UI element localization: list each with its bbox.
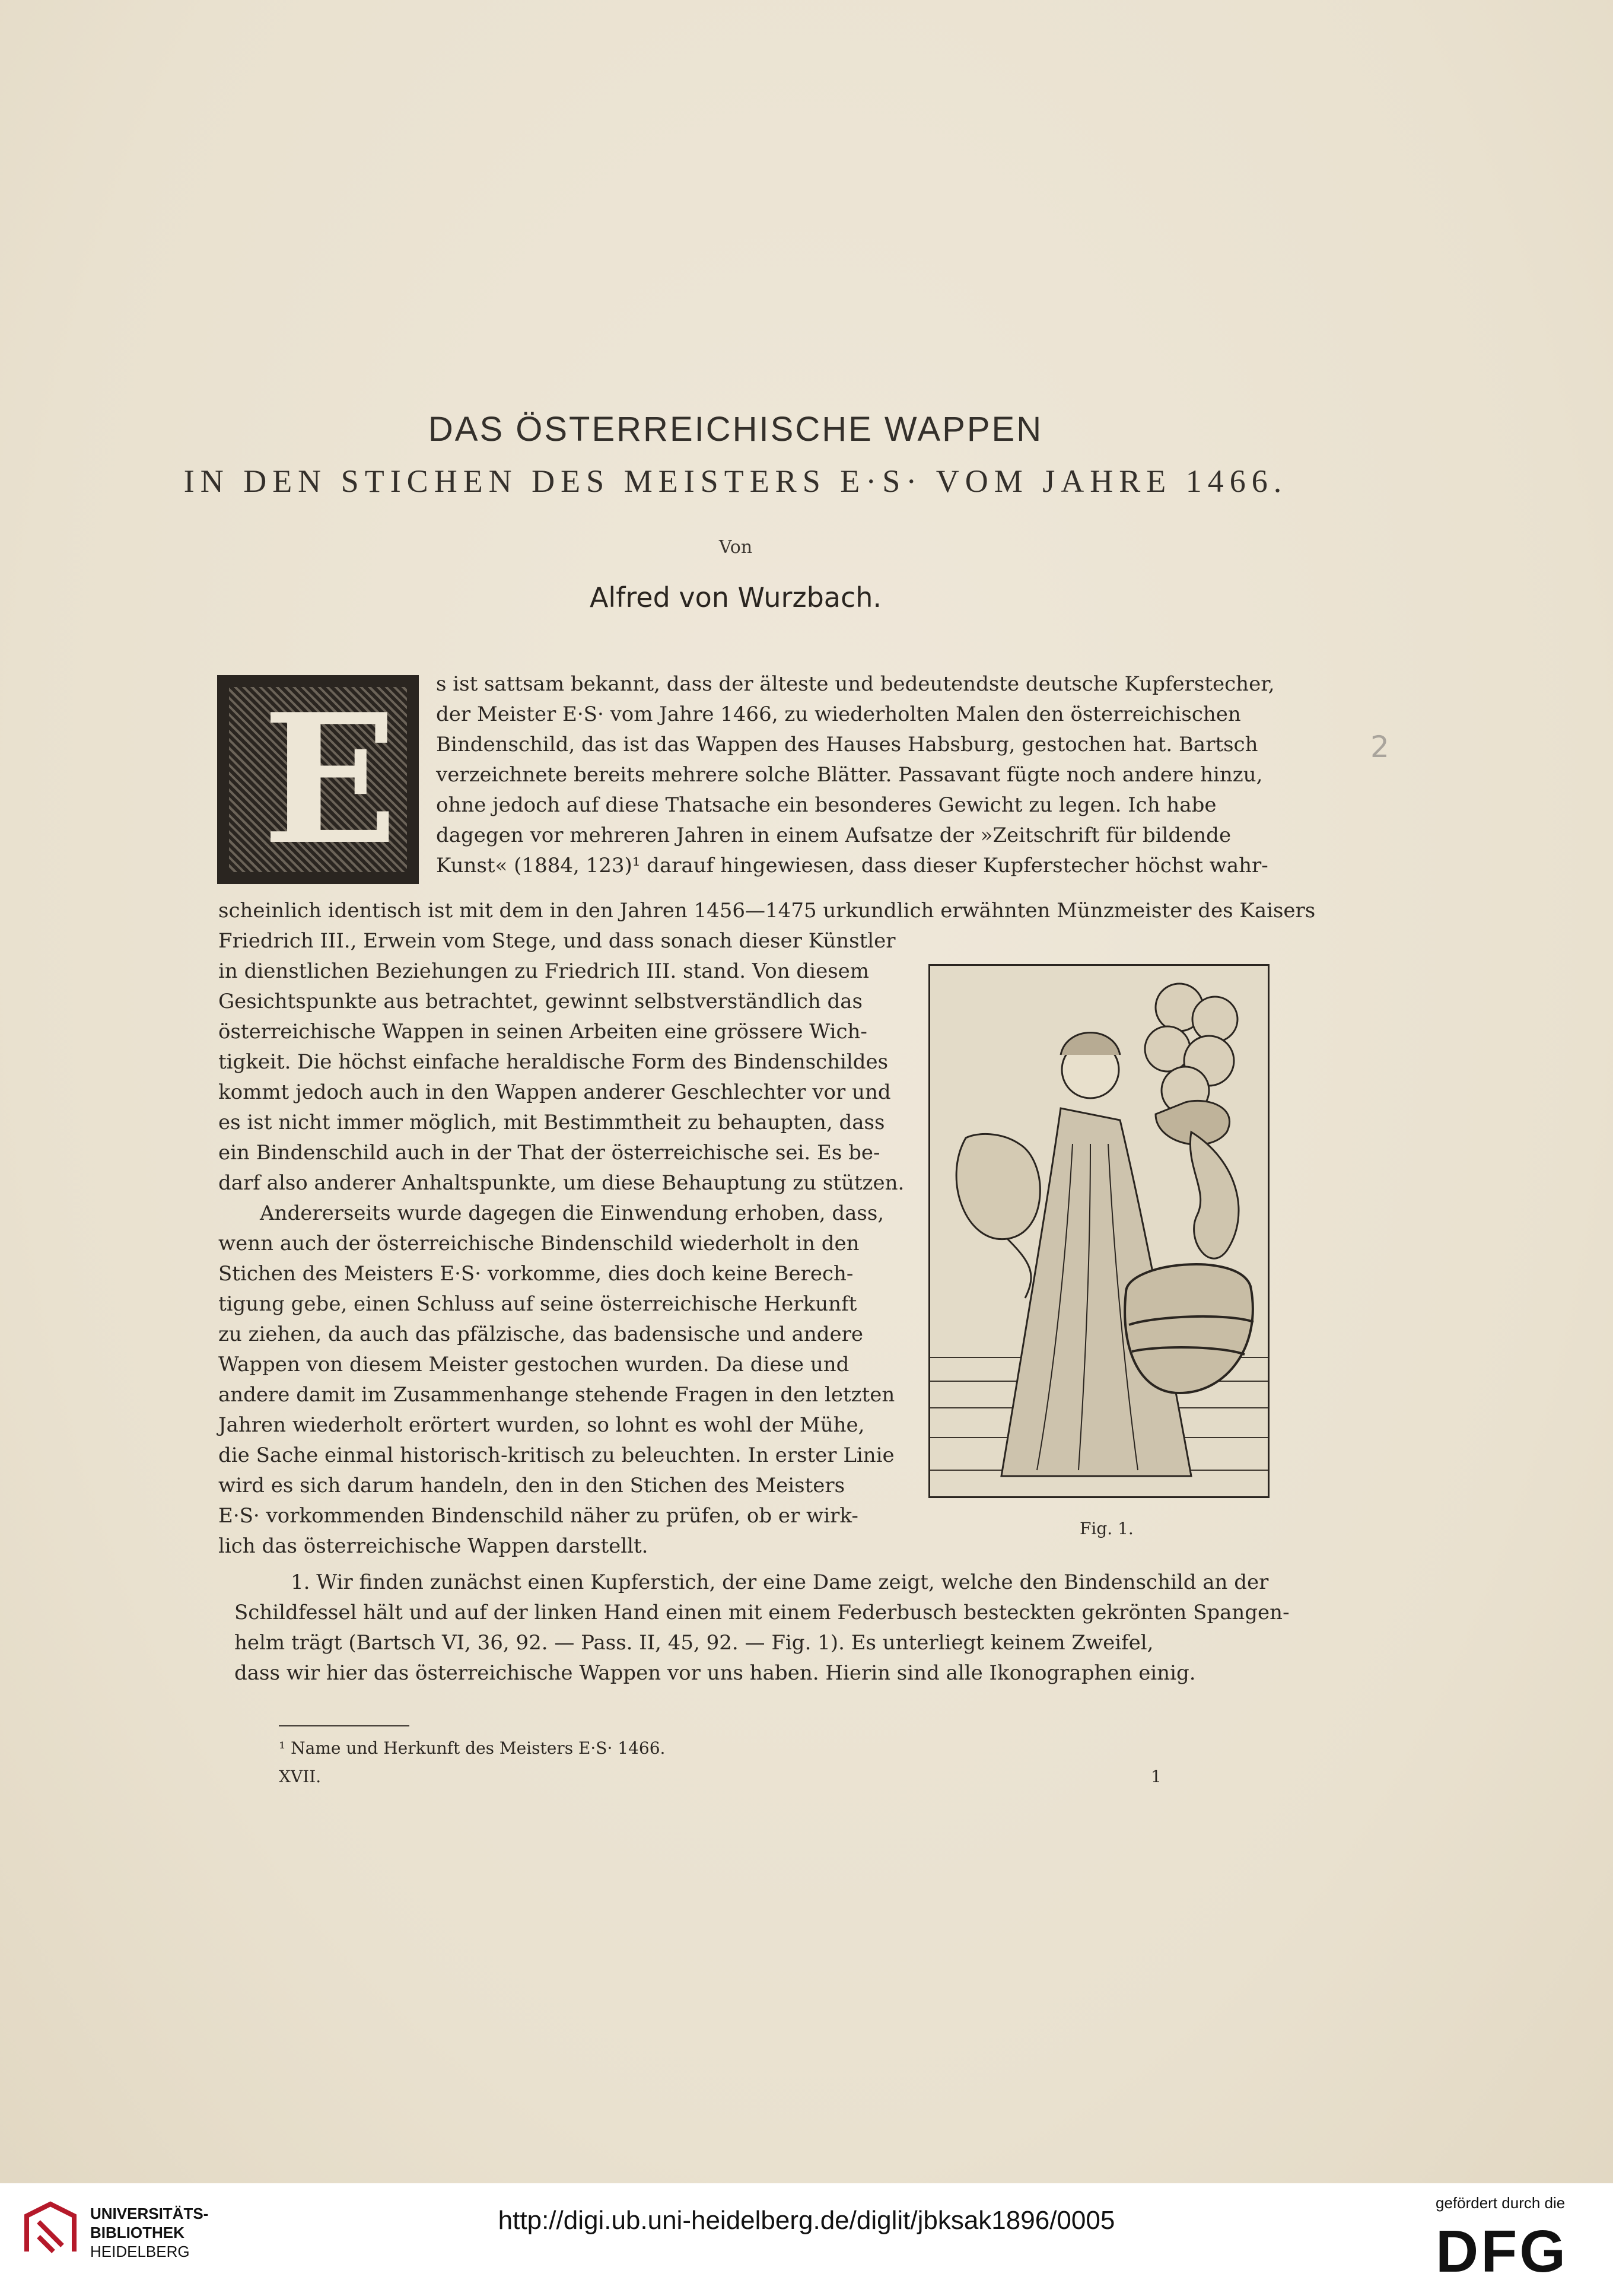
- text-line: E·S· vorkommenden Bindenschild näher zu prüfen, ob er wirk-: [218, 1504, 858, 1528]
- byline-von: Von: [718, 537, 753, 558]
- text-line: scheinlich identisch ist mit dem in den Jahren 1456—1475 urkundlich erwähnten Münzmeister des Kaisers: [218, 899, 1316, 923]
- text-line: ohne jedoch auf diese Thatsache ein besonderes Gewicht zu legen. Ich habe: [436, 793, 1217, 817]
- signature-mark: XVII.: [279, 1767, 322, 1786]
- paragraph-full-line: [218, 896, 1316, 926]
- text-line: s ist sattsam bekannt, dass der älteste und bedeutendste deutsche Kupferstecher,: [436, 672, 1275, 696]
- text-line: darf also anderer Anhaltspunkte, um diese Behauptung zu stützen.: [218, 1171, 905, 1195]
- text-line: Stichen des Meisters E·S· vorkomme, dies doch keine Berech-: [218, 1262, 854, 1286]
- text-line: 1. Wir finden zunächst einen Kupferstich, der eine Dame zeigt, welche den Bindenschild an der: [291, 1570, 1269, 1594]
- sponsor-label: gefördert durch die: [1436, 2194, 1566, 2212]
- text-line: in dienstlichen Beziehungen zu Friedrich III. stand. Von diesem: [218, 959, 869, 983]
- page-number: 1: [1151, 1767, 1162, 1786]
- initial-letter: E: [262, 675, 398, 884]
- footnote-rule: [279, 1725, 409, 1726]
- text-line: Schildfessel hält und auf der linken Hand einen mit einem Federbusch besteckten gekrönten Spangen-: [234, 1601, 1290, 1624]
- document-url-link[interactable]: http://digi.ub.uni-heidelberg.de/diglit/jbksak1896/0005: [498, 2206, 1115, 2235]
- pencil-mark: 2: [1370, 730, 1389, 764]
- library-name-line1: UNIVERSITÄTS-: [90, 2205, 209, 2222]
- text-line: andere damit im Zusammenhange stehende Fragen in den letzten: [218, 1383, 895, 1407]
- text-line: es ist nicht immer möglich, mit Bestimmtheit zu behaupten, dass: [218, 1111, 885, 1134]
- figure-caption: Fig. 1.: [1080, 1519, 1134, 1538]
- article-title: DAS ÖSTERREICHISCHE WAPPEN: [428, 410, 1043, 449]
- text-line: Gesichtspunkte aus betrachtet, gewinnt selbstverständlich das: [218, 990, 863, 1013]
- library-name-line3: HEIDELBERG: [90, 2243, 190, 2260]
- viewer-footer: [0, 2183, 1613, 2296]
- text-line: Wappen von diesem Meister gestochen wurden. Da diese und: [218, 1353, 850, 1376]
- text-line: der Meister E·S· vom Jahre 1466, zu wiederholten Malen den österreichischen: [436, 702, 1241, 726]
- text-line: Bindenschild, das ist das Wappen des Hauses Habsburg, gestochen hat. Bartsch: [436, 733, 1258, 756]
- text-line: lich das österreichische Wappen darstellt.: [218, 1534, 648, 1558]
- text-line: dass wir hier das österreichische Wappen vor uns haben. Hierin sind alle Ikonographen einig.: [234, 1661, 1196, 1685]
- article-subtitle: IN DEN STICHEN DES MEISTERS E·S· VOM JAHRE 1466.: [183, 463, 1288, 499]
- library-name-line2: BIBLIOTHEK: [90, 2224, 184, 2241]
- decorated-initial: [217, 675, 419, 884]
- text-line: die Sache einmal historisch-kritisch zu beleuchten. In erster Linie: [218, 1443, 895, 1467]
- paragraph-top-lines: [436, 669, 1275, 881]
- paragraph-bottom-lines: [234, 1567, 1290, 1688]
- text-line: österreichische Wappen in seinen Arbeiten eine grössere Wich-: [218, 1020, 867, 1044]
- text-line: Friedrich III., Erwein vom Stege, und dass sonach dieser Künstler: [218, 929, 896, 953]
- text-line: Kunst« (1884, 123)¹ darauf hingewiesen, dass dieser Kupferstecher höchst wahr-: [436, 854, 1268, 877]
- text-line: zu ziehen, da auch das pfälzische, das badensische und andere: [218, 1322, 864, 1346]
- dfg-logo: DFG: [1436, 2218, 1569, 2285]
- text-line: kommt jedoch auch in den Wappen anderer Geschlechter vor und: [218, 1080, 891, 1104]
- footnote: ¹ Name und Herkunft des Meisters E·S· 1466.: [279, 1738, 666, 1758]
- text-line: Jahren wiederholt erörtert wurden, so lohnt es wohl der Mühe,: [218, 1413, 865, 1437]
- text-line: tigung gebe, einen Schluss auf seine österreichische Herkunft: [218, 1292, 857, 1316]
- text-line: wenn auch der österreichische Bindenschild wiederholt in den: [218, 1232, 860, 1255]
- text-line: tigkeit. Die höchst einfache heraldische Form des Bindenschildes: [218, 1050, 889, 1074]
- figure-engraving: [928, 964, 1270, 1498]
- text-line: dagegen vor mehreren Jahren in einem Aufsatze der »Zeitschrift für bildende: [436, 823, 1232, 847]
- engraving-image: [930, 966, 1268, 1496]
- paragraph-narrow-column: [218, 926, 905, 1562]
- text-line: ein Bindenschild auch in der That der österreichische sei. Es be-: [218, 1141, 880, 1165]
- text-line: helm trägt (Bartsch VI, 36, 92. — Pass. II, 45, 92. — Fig. 1). Es unterliegt keinem Zweifel,: [234, 1631, 1154, 1655]
- text-line: Andererseits wurde dagegen die Einwendung erhoben, dass,: [260, 1201, 885, 1225]
- author-name: Alfred von Wurzbach.: [589, 581, 882, 613]
- text-line: wird es sich darum handeln, den in den Stichen des Meisters: [218, 1474, 845, 1497]
- text-line: verzeichnete bereits mehrere solche Blätter. Passavant fügte noch andere hinzu,: [436, 763, 1263, 787]
